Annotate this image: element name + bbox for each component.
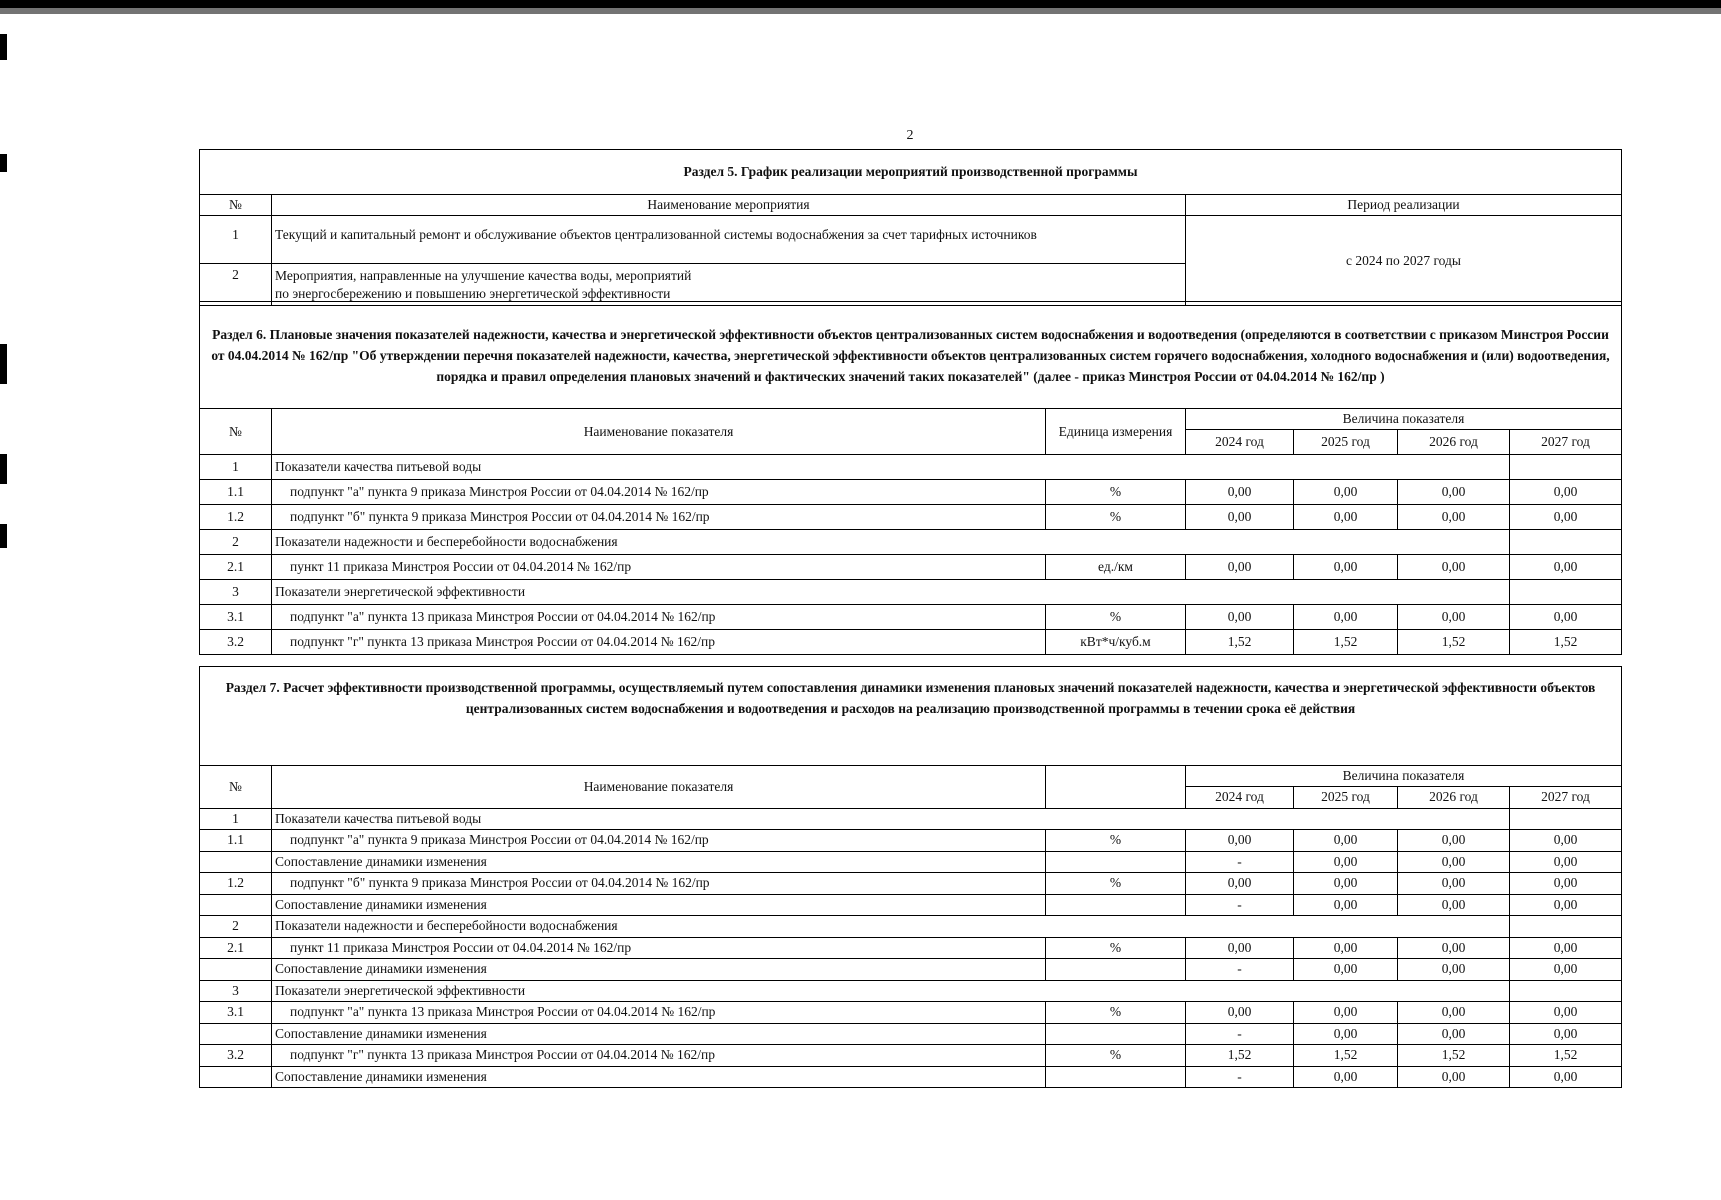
row-num: 3.1: [200, 1002, 272, 1024]
year-value: 0,00: [1510, 851, 1622, 873]
table-row: [200, 605, 1622, 630]
table-row: [200, 937, 1622, 959]
empty-cell: [1510, 455, 1622, 480]
row-num: [200, 959, 272, 981]
row-num: 1.1: [200, 480, 272, 505]
comparison-row: [200, 851, 1622, 873]
year-value: 0,00: [1186, 830, 1294, 852]
table-row: [200, 830, 1622, 852]
group-row: [200, 455, 1622, 480]
event-name: [272, 264, 1186, 306]
table-row: [200, 505, 1622, 530]
indicator-name: подпункт "б" пункта 9 приказа Минстроя России от 04.04.2014 № 162/пр: [272, 873, 1046, 895]
group-name: Показатели качества питьевой воды: [272, 808, 1510, 830]
indicator-name: подпункт "а" пункта 9 приказа Минстроя России от 04.04.2014 № 162/пр: [272, 480, 1046, 505]
unit: [1046, 959, 1186, 981]
year-value: -: [1186, 1023, 1294, 1045]
year-value: 0,00: [1294, 1066, 1398, 1088]
header-year: 2024 год: [1186, 430, 1294, 455]
section5-title: Раздел 5. График реализации мероприятий производственной программы: [200, 150, 1622, 195]
year-value: 1,52: [1294, 1045, 1398, 1067]
year-value: 1,52: [1186, 630, 1294, 655]
comparison-label: Сопоставление динамики изменения: [272, 894, 1046, 916]
group-name: Показатели энергетической эффективности: [272, 980, 1510, 1002]
row-num: 2: [200, 916, 272, 938]
unit: %: [1046, 505, 1186, 530]
indicator-name: подпункт "г" пункта 13 приказа Минстроя России от 04.04.2014 № 162/пр: [272, 630, 1046, 655]
comparison-row: [200, 894, 1622, 916]
year-value: 0,00: [1186, 1002, 1294, 1024]
scan-top-shadow: [0, 8, 1721, 14]
unit: ед./км: [1046, 555, 1186, 580]
section7-title: Раздел 7. Расчет эффективности производственной программы, осуществляемый путем сопоставления динамики изменения плановых значений показателей надежности, качества и энергетической эффективности объектов централизованных систем водоснабжения и водоотведения и расходов на реализацию производственной программы в течении срока её действия: [200, 667, 1622, 766]
event-name-line: Мероприятия, направленные на улучшение качества воды, мероприятий: [275, 267, 692, 283]
row-num: [200, 851, 272, 873]
year-value: -: [1186, 1066, 1294, 1088]
year-value: 0,00: [1294, 873, 1398, 895]
year-value: 0,00: [1294, 830, 1398, 852]
year-value: 0,00: [1510, 830, 1622, 852]
empty-cell: [1510, 530, 1622, 555]
year-value: 0,00: [1398, 873, 1510, 895]
page-number: 2: [906, 128, 914, 143]
year-value: 0,00: [1510, 505, 1622, 530]
scan-left-edge: [0, 14, 10, 1200]
header-period: Период реализации: [1186, 195, 1622, 216]
row-num: 2: [200, 264, 272, 306]
header-value: Величина показателя: [1186, 766, 1622, 787]
comparison-row: [200, 1023, 1622, 1045]
header-indicator-name: Наименование показателя: [272, 409, 1046, 455]
empty-cell: [1510, 580, 1622, 605]
section7-table: [199, 666, 1622, 1088]
unit: %: [1046, 873, 1186, 895]
row-num: 2: [200, 530, 272, 555]
header-event-name: Наименование мероприятия: [272, 195, 1186, 216]
year-value: 0,00: [1398, 605, 1510, 630]
empty-cell: [1510, 808, 1622, 830]
row-num: 3: [200, 580, 272, 605]
row-num: 1: [200, 455, 272, 480]
group-name: Показатели надежности и бесперебойности водоснабжения: [272, 530, 1510, 555]
group-name: Показатели энергетической эффективности: [272, 580, 1510, 605]
header-unit-empty: [1046, 766, 1186, 809]
header-indicator-name: Наименование показателя: [272, 766, 1046, 809]
header-year: 2026 год: [1398, 430, 1510, 455]
group-row: [200, 980, 1622, 1002]
table-row: [200, 555, 1622, 580]
year-value: 0,00: [1398, 830, 1510, 852]
section6-table: [199, 301, 1622, 655]
year-value: 0,00: [1294, 937, 1398, 959]
indicator-name: подпункт "г" пункта 13 приказа Минстроя России от 04.04.2014 № 162/пр: [272, 1045, 1046, 1067]
comparison-row: [200, 959, 1622, 981]
year-value: 0,00: [1294, 605, 1398, 630]
unit: %: [1046, 937, 1186, 959]
row-num: 1.1: [200, 830, 272, 852]
scan-top-border: [0, 0, 1721, 8]
year-value: 0,00: [1510, 1023, 1622, 1045]
year-value: 0,00: [1186, 937, 1294, 959]
row-num: [200, 894, 272, 916]
year-value: 0,00: [1398, 1023, 1510, 1045]
header-num: №: [200, 766, 272, 809]
comparison-label: Сопоставление динамики изменения: [272, 1023, 1046, 1045]
year-value: 0,00: [1186, 555, 1294, 580]
section5-table: [199, 149, 1622, 306]
year-value: 0,00: [1510, 937, 1622, 959]
header-year: 2025 год: [1294, 787, 1398, 809]
year-value: 0,00: [1186, 873, 1294, 895]
year-value: 0,00: [1398, 480, 1510, 505]
unit: [1046, 1023, 1186, 1045]
group-row: [200, 808, 1622, 830]
table-row: [200, 873, 1622, 895]
year-value: 0,00: [1510, 555, 1622, 580]
year-value: 0,00: [1186, 505, 1294, 530]
year-value: 0,00: [1398, 959, 1510, 981]
table-row: [200, 1002, 1622, 1024]
unit: %: [1046, 830, 1186, 852]
year-value: -: [1186, 959, 1294, 981]
unit: %: [1046, 480, 1186, 505]
row-num: 2.1: [200, 555, 272, 580]
year-value: 0,00: [1398, 505, 1510, 530]
year-value: 0,00: [1510, 873, 1622, 895]
year-value: 0,00: [1510, 480, 1622, 505]
row-num: 1: [200, 216, 272, 264]
year-value: 0,00: [1294, 959, 1398, 981]
unit: %: [1046, 605, 1186, 630]
header-year: 2027 год: [1510, 430, 1622, 455]
indicator-name: пункт 11 приказа Минстроя России от 04.04.2014 № 162/пр: [272, 555, 1046, 580]
unit: %: [1046, 1002, 1186, 1024]
year-value: 0,00: [1510, 605, 1622, 630]
empty-cell: [1510, 916, 1622, 938]
year-value: 0,00: [1398, 851, 1510, 873]
unit: %: [1046, 1045, 1186, 1067]
indicator-name: подпункт "а" пункта 13 приказа Минстроя России от 04.04.2014 № 162/пр: [272, 1002, 1046, 1024]
unit: [1046, 1066, 1186, 1088]
year-value: 1,52: [1510, 1045, 1622, 1067]
row-num: 3.2: [200, 1045, 272, 1067]
row-num: 1: [200, 808, 272, 830]
year-value: 1,52: [1510, 630, 1622, 655]
year-value: 0,00: [1294, 894, 1398, 916]
year-value: 0,00: [1398, 894, 1510, 916]
header-year: 2027 год: [1510, 787, 1622, 809]
header-unit: Единица измерения: [1046, 409, 1186, 455]
year-value: 0,00: [1398, 1066, 1510, 1088]
row-num: 1.2: [200, 873, 272, 895]
section6-title: Раздел 6. Плановые значения показателей надежности, качества и энергетической эффективности объектов централизованных систем водоснабжения и водоотведения (определяются в соответствии с приказом Минстроя России от 04.04.2014 № 162/пр "Об утверждении перечня показателей надежности, качества, энергетической эффективности объектов централизованных систем горячего водоснабжения, холодного водоснабжения и (или) водоотведения, порядка и правил определения плановых значений и фактических значений таких показателей" (далее - приказ Минстроя России от 04.04.2014 № 162/пр ): [200, 302, 1622, 409]
group-row: [200, 530, 1622, 555]
year-value: 0,00: [1186, 480, 1294, 505]
comparison-label: Сопоставление динамики изменения: [272, 959, 1046, 981]
year-value: 0,00: [1294, 505, 1398, 530]
year-value: 0,00: [1510, 959, 1622, 981]
year-value: 0,00: [1510, 1066, 1622, 1088]
year-value: 0,00: [1294, 1023, 1398, 1045]
row-num: 2.1: [200, 937, 272, 959]
header-year: 2025 год: [1294, 430, 1398, 455]
period-value: с 2024 по 2027 годы: [1186, 216, 1622, 306]
row-num: 3.1: [200, 605, 272, 630]
year-value: 1,52: [1294, 630, 1398, 655]
header-value: Величина показателя: [1186, 409, 1622, 430]
row-num: [200, 1066, 272, 1088]
year-value: 0,00: [1294, 480, 1398, 505]
year-value: 0,00: [1294, 851, 1398, 873]
row-num: 3.2: [200, 630, 272, 655]
empty-cell: [1510, 980, 1622, 1002]
header-year: 2024 год: [1186, 787, 1294, 809]
unit: [1046, 851, 1186, 873]
indicator-name: подпункт "а" пункта 13 приказа Минстроя России от 04.04.2014 № 162/пр: [272, 605, 1046, 630]
indicator-name: подпункт "а" пункта 9 приказа Минстроя России от 04.04.2014 № 162/пр: [272, 830, 1046, 852]
year-value: 1,52: [1398, 630, 1510, 655]
table-row: [200, 480, 1622, 505]
comparison-label: Сопоставление динамики изменения: [272, 1066, 1046, 1088]
unit: [1046, 894, 1186, 916]
year-value: -: [1186, 894, 1294, 916]
group-name: Показатели надежности и бесперебойности водоснабжения: [272, 916, 1510, 938]
header-year: 2026 год: [1398, 787, 1510, 809]
year-value: 0,00: [1294, 1002, 1398, 1024]
year-value: 0,00: [1510, 894, 1622, 916]
header-num: №: [200, 195, 272, 216]
row-num: [200, 1023, 272, 1045]
year-value: 0,00: [1294, 555, 1398, 580]
comparison-row: [200, 1066, 1622, 1088]
indicator-name: пункт 11 приказа Минстроя России от 04.04.2014 № 162/пр: [272, 937, 1046, 959]
unit: кВт*ч/куб.м: [1046, 630, 1186, 655]
year-value: 0,00: [1186, 605, 1294, 630]
year-value: 1,52: [1398, 1045, 1510, 1067]
event-name: Текущий и капитальный ремонт и обслуживание объектов централизованной системы водоснабжения за счет тарифных источников: [272, 216, 1186, 264]
row-num: 3: [200, 980, 272, 1002]
year-value: 0,00: [1398, 937, 1510, 959]
group-name: Показатели качества питьевой воды: [272, 455, 1510, 480]
header-num: №: [200, 409, 272, 455]
comparison-label: Сопоставление динамики изменения: [272, 851, 1046, 873]
year-value: -: [1186, 851, 1294, 873]
year-value: 0,00: [1398, 555, 1510, 580]
group-row: [200, 580, 1622, 605]
group-row: [200, 916, 1622, 938]
table-row: [200, 1045, 1622, 1067]
year-value: 0,00: [1510, 1002, 1622, 1024]
indicator-name: подпункт "б" пункта 9 приказа Минстроя России от 04.04.2014 № 162/пр: [272, 505, 1046, 530]
event-name-line: по энергосбережению и повышению энергетической эффективности: [275, 285, 671, 301]
year-value: 1,52: [1186, 1045, 1294, 1067]
table-row: [200, 630, 1622, 655]
row-num: 1.2: [200, 505, 272, 530]
year-value: 0,00: [1398, 1002, 1510, 1024]
